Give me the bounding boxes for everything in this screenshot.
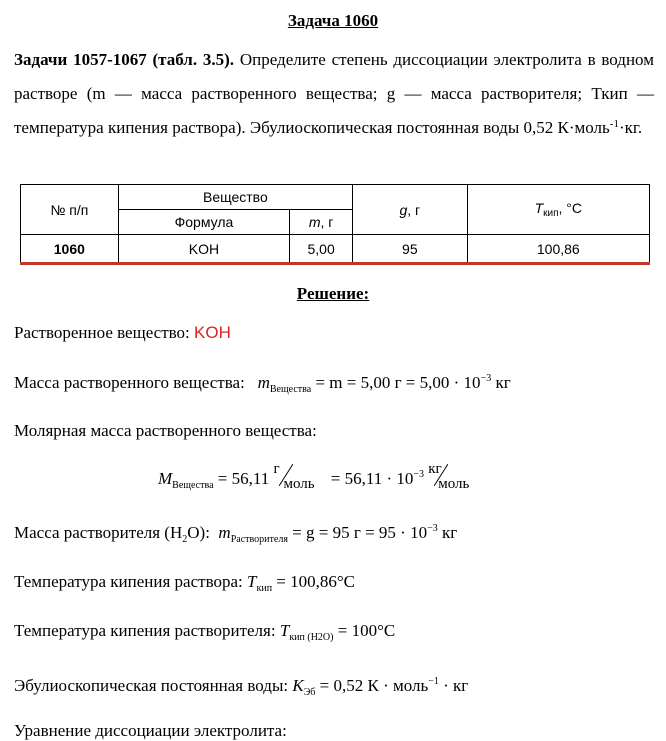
solution-heading: Решение: [296, 284, 370, 303]
mass-solvent-formula: $m_{Растворителя} = g = 95$ $г = 95 \cdot 10^{-3}$ кг [218, 523, 458, 545]
mass-solvent-line: Масса растворителя $(H_2O)$: $m_{Растворителя} = g = 95$ $г = 95 \cdot 10^{-3}$ кг [14, 523, 458, 545]
header-m: m, г [290, 210, 353, 235]
header-formula: Формула [118, 210, 290, 235]
problem-data-table [20, 184, 650, 265]
boiling-temp-solvent-line: Температура кипения растворителя: $T_{кип (H2O)} = 100^\circ C$ [14, 621, 396, 643]
dissolved-substance-line: Растворенное вещество: KOH [14, 323, 231, 342]
header-substance: Вещество [118, 185, 352, 210]
header-t: $T_{кип}$, °С [467, 185, 649, 235]
boiling-temp-solution-line: Температура кипения раствора: $T_{кип} = 100,86^\circ C$ [14, 572, 356, 594]
statement-sup: -1 [609, 118, 619, 130]
dissolved-substance-value: KOH [194, 323, 231, 342]
statement-bold: Задачи 1057-1067 (табл. 3.5). [14, 50, 235, 69]
ebullioscopic-constant-line: Эбулиоскопическая постоянная воды: $K_{Эб} = 0,52$ К · моль$^{-1}$ · кг [14, 676, 469, 698]
cell-g: 95 [353, 235, 468, 264]
molar-mass-formula: $M_{Вещества} = 56,11$ г моль = $56,11 \cdot 10^{-3}$ кг моль [158, 461, 470, 492]
problem-title: Задача 1060 [287, 11, 379, 30]
statement-tail: ·кг. [618, 118, 643, 137]
dissociation-equation-label: Уравнение диссоциации электролита: [14, 721, 287, 740]
header-number: № п/п [21, 185, 119, 235]
cell-m: 5,00 [290, 235, 353, 264]
statement-text: Определите степень диссоциации электролита в водном растворе (m — масса растворенного вещества; g — масса растворителя; Ткип — температура кипения раствора). Эбулиоскопическая постоянная воды 0,52 К·моль [14, 50, 654, 137]
mass-solute-formula: $m_{Вещества} = m = 5,00$ $г = 5,00 \cdot 10^{-3}$ кг [257, 373, 511, 395]
problem-statement [14, 43, 654, 145]
molar-mass-label-line: Молярная масса растворенного вещества: [14, 421, 317, 440]
header-g: g, г [353, 185, 468, 235]
cell-t: 100,86 [467, 235, 649, 264]
table-row [21, 235, 650, 264]
cell-number: 1060 [21, 235, 119, 264]
mass-solute-line: Масса растворенного вещества: $m_{Вещества} = m = 5,00$ $г = 5,00 \cdot 10^{-3}$ кг [14, 373, 511, 395]
cell-formula: KOH [118, 235, 290, 264]
